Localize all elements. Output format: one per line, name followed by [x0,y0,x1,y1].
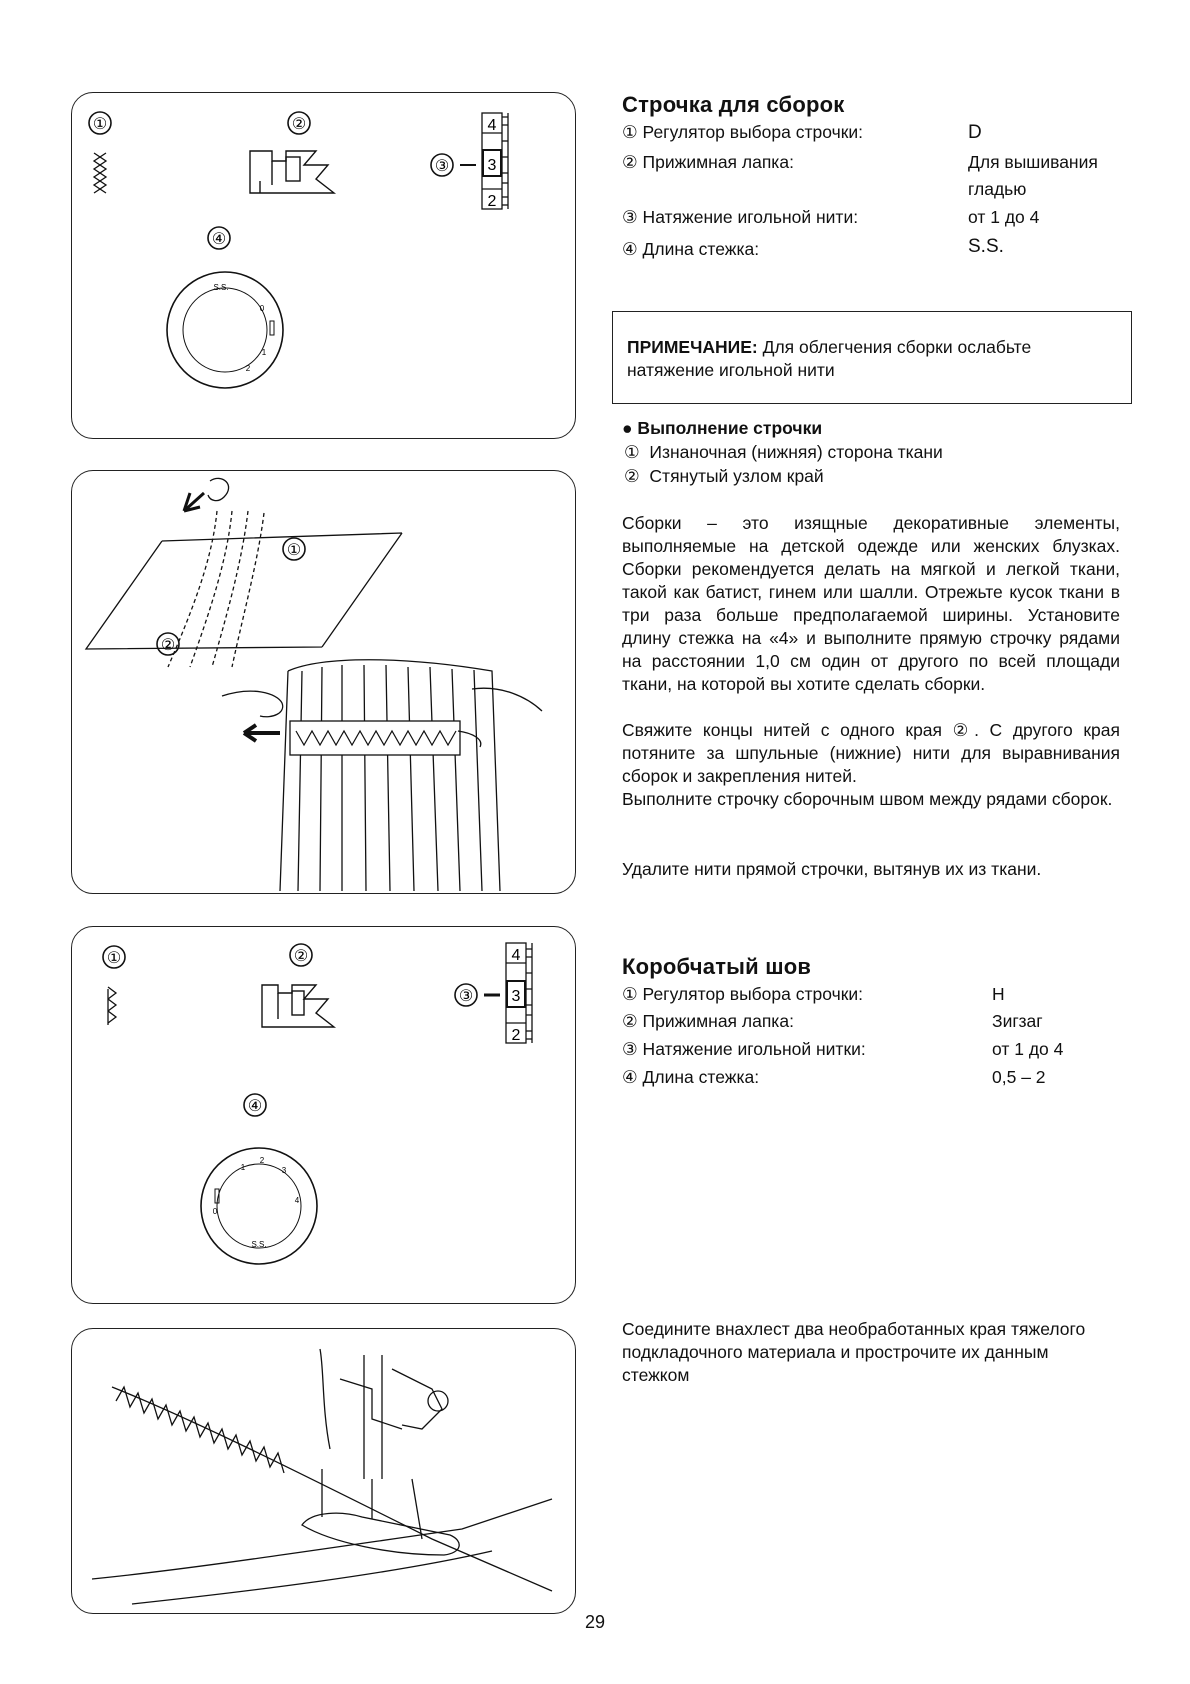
dial-label-3: 3 [281,1166,287,1175]
tension-label-3: 3 [511,988,521,1005]
callout-4: ④ [211,231,227,248]
dial-label-2: 2 [259,1156,265,1165]
param-value: S.S. [968,236,1004,257]
presser-foot-icon [262,985,334,1027]
left-arrow-icon [244,725,280,741]
stitch-pattern-icon [94,153,106,193]
dial-label-0: 0 [212,1207,218,1216]
dial-label-1: 1 [261,348,267,357]
callout-2: ② [293,948,309,965]
callout-2: ② [291,116,307,133]
param-label: ④ Длина стежка: [622,239,760,259]
dial-label-2: 2 [245,364,251,373]
tension-label-3: 3 [487,157,497,174]
param-label: ① Регулятор выбора строчки: [622,122,863,142]
callout-3: ③ [458,988,474,1005]
callout-2: ② [160,637,176,654]
needle-icon [364,1355,382,1519]
stitch-pattern-icon [108,987,116,1025]
section1-title: Строчка для сборок [622,92,845,117]
param-value: гладью [968,179,1027,199]
tension-label-2: 2 [487,193,497,210]
param-label: ① Регулятор выбора строчки: [622,984,863,1004]
section2-body: Соедините внахлест два необработанных края тяжелого подкладочного материала и прострочите их данным стежком [622,1319,1086,1385]
box-stitch-illustration [72,1329,575,1613]
execution-item-1: ① Изнаночная (нижняя) сторона ткани [624,442,943,462]
dial-label-1: 1 [240,1163,246,1172]
note-text: Для облегчения сборки ослабьте натяжение игольной нити [627,337,1032,380]
param-value: Для вышивания [968,152,1098,172]
body-paragraph-3: Выполните строчку сборочным швом между рядами сборок. [622,789,1113,809]
param-label: ③ Натяжение игольной нитки: [622,1039,866,1059]
section2-title: Коробчатый шов [622,954,812,979]
param-value: от 1 до 4 [992,1039,1064,1059]
dial-label-ss: S.S. [251,1240,267,1249]
param-label: ③ Натяжение игольной нити: [622,207,859,227]
execution-item-2: ② Стянутый узлом край [624,466,824,486]
param-value: 0,5 – 2 [992,1067,1046,1087]
param-value: H [992,984,1005,1004]
param-label: ④ Длина стежка: [622,1067,760,1087]
note-label: ПРИМЕЧАНИЕ: [627,337,758,357]
note-box [612,311,1132,404]
hand-icon [208,478,229,500]
figure-settings-box [71,926,576,1304]
figure-box-stitch-illustration [71,1328,576,1614]
param-label: ② Прижимная лапка: [622,1011,794,1031]
right-hand-icon [458,688,542,747]
callout-1: ① [92,116,108,133]
body-paragraph-2: Свяжите концы нитей с одного края ②. С другого края потяните за шпульные (нижние) нити для выравнивания сборок и закрепления нитей. [622,720,1120,786]
dial-label-4: 4 [294,1196,300,1205]
dial-label-ss: S.S. [213,283,229,292]
fabric-edge-icon [112,1387,552,1591]
param-value: Зигзаг [992,1011,1043,1031]
body-paragraph-1: Сборки – это изящные декоративные элементы, выполняемые на детской одежде или женских блузках. Сборки рекомендуется делать на мягкой и легкой ткани, такой как батист, гинем или шалли. Отрежьте кусок ткани в три раза больше предполагаемой ширины. Установите длину стежка на «4» и выполните прямую строчку рядами на расстоянии 1,0 см один от другого по всей площади ткани, на которой вы хотите сделать сборки. [622,513,1120,694]
zigzag-stitch-icon [116,1387,284,1473]
page-number: 29 [584,1612,606,1632]
settings-diagram-1 [72,93,575,438]
tension-label-4: 4 [511,947,521,964]
body-paragraph-4: Удалите нити прямой строчки, вытянув их из ткани. [622,859,1042,879]
presser-foot-icon [250,151,334,193]
fabric-panel-icon [86,533,402,649]
gathering-illustration [72,471,575,893]
callout-1: ① [286,542,302,559]
pull-arrow-icon [184,493,204,511]
callout-1: ① [106,950,122,967]
param-value: D [968,122,982,143]
callout-3: ③ [434,158,450,175]
settings-diagram-2 [72,927,575,1303]
callout-4: ④ [247,1098,263,1115]
tension-label-4: 4 [487,117,497,134]
dial-label-0: 0 [259,304,265,313]
presser-bar-icon [320,1349,402,1449]
figure-settings-gathering [71,92,576,439]
param-value: от 1 до 4 [968,207,1040,227]
left-hand-icon [222,691,283,717]
figure-gathering-illustration [71,470,576,894]
tension-label-2: 2 [511,1027,521,1044]
param-label: ② Прижимная лапка: [622,152,794,172]
execution-title: ● Выполнение строчки [622,418,823,438]
